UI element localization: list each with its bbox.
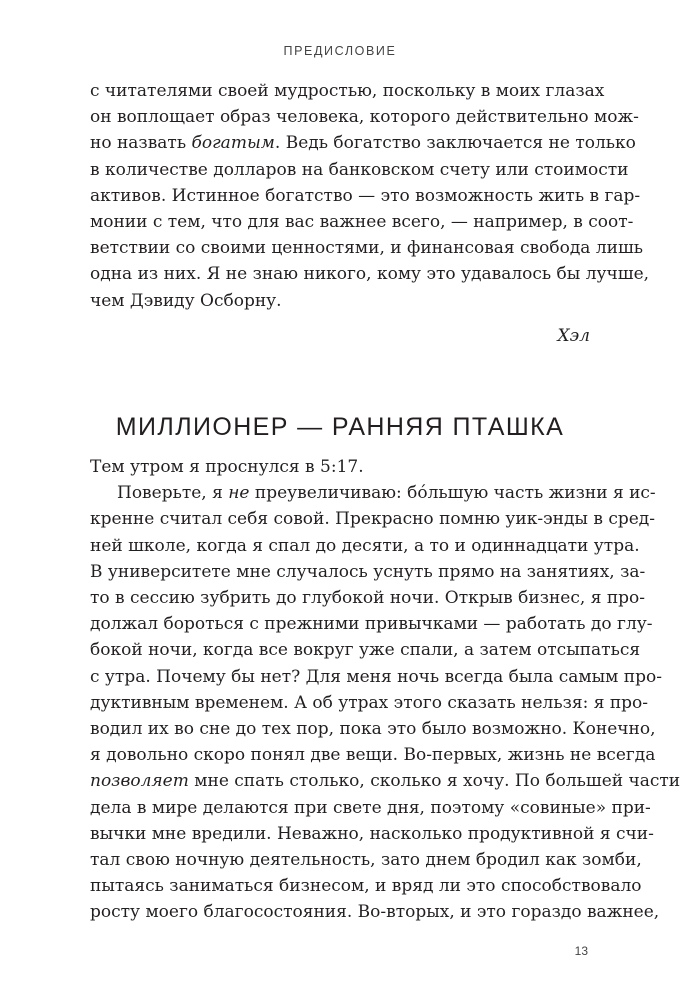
text-line: ней школе, когда я спал до десяти, а то и одиннадцати утра. [90, 535, 640, 556]
text-line [90, 480, 656, 506]
intro-text [90, 78, 650, 314]
text-run: . Ведь богатство заключается не только [274, 133, 636, 154]
page-number: 13 [574, 944, 588, 958]
text-line: чем Дэвиду Осборну. [90, 290, 282, 311]
text-line: активов. Истинное богатство — это возможность жить в гар- [90, 185, 641, 206]
text-line: монии с тем, что для вас важнее всего, — например, в соот- [90, 212, 634, 233]
text-line: водил их во сне до тех пор, пока это было возможно. Конечно, [90, 719, 656, 740]
text-run: мне спать столько, сколько я хочу. По большей части [188, 771, 680, 792]
text-line: ветствии со своими ценностями, и финансовая свобода лишь [90, 238, 644, 259]
text-line: дела в мире делаются при свете дня, поэтому «совиные» при- [90, 797, 651, 818]
text-line: кренне считал себя совой. Прекрасно помню уик-энды в сред- [90, 509, 656, 530]
emphasis-text: не [228, 483, 250, 504]
text-run: преувеличиваю: бóльшую часть жизни я ис- [249, 483, 656, 504]
text-line: дуктивным временем. А об утрах этого сказать нельзя: я про- [90, 692, 649, 713]
running-head: ПРЕДИСЛОВИЕ [283, 44, 397, 58]
chapter-title: МИЛЛИОНЕР — РАННЯЯ ПТАШКА [115, 413, 565, 441]
text-line: я довольно скоро понял две вещи. Во-первых, жизнь не всегда [90, 745, 656, 766]
text-line: должал бороться с прежними привычками — работать до глу- [90, 614, 653, 635]
text-run: Поверьте, я [117, 483, 229, 504]
text-line: В университете мне случалось уснуть прямо на занятиях, за- [90, 561, 646, 582]
text-line: одна из них. Я не знаю никого, кому это удавалось бы лучше, [90, 264, 650, 285]
text-run: но назвать [90, 133, 192, 154]
text-line: в количестве долларов на банковском счету или стоимости [90, 159, 629, 180]
text-line: пытаясь заниматься бизнесом, и вряд ли это способствовало [90, 876, 642, 897]
emphasis-text: позволяет [90, 771, 189, 792]
text-line: с утра. Почему бы нет? Для меня ночь всегда была самым про- [90, 666, 662, 687]
text-line: росту моего благосостояния. Во-вторых, и это гораздо важнее, [90, 902, 660, 923]
chapter-body [90, 454, 680, 926]
text-line [90, 130, 636, 156]
text-line: вычки мне вредили. Неважно, насколько продуктивной я счи- [90, 823, 654, 844]
text-line: то в сессию зубрить до глубокой ночи. Открыв бизнес, я про- [90, 588, 646, 609]
signature: Хэл [557, 326, 590, 346]
text-line: он воплощает образ человека, которого действительно мож- [90, 107, 639, 128]
text-line: тал свою ночную деятельность, зато днем бродил как зомби, [90, 850, 642, 871]
text-line [90, 768, 680, 794]
text-line: с читателями своей мудростью, поскольку в моих глазах [90, 81, 605, 101]
text-line: бокой ночи, когда все вокруг уже спали, а затем отсыпаться [90, 640, 641, 661]
text-line: Тем утром я проснулся в 5:17. [90, 457, 364, 477]
emphasis-text: богатым [191, 133, 275, 154]
